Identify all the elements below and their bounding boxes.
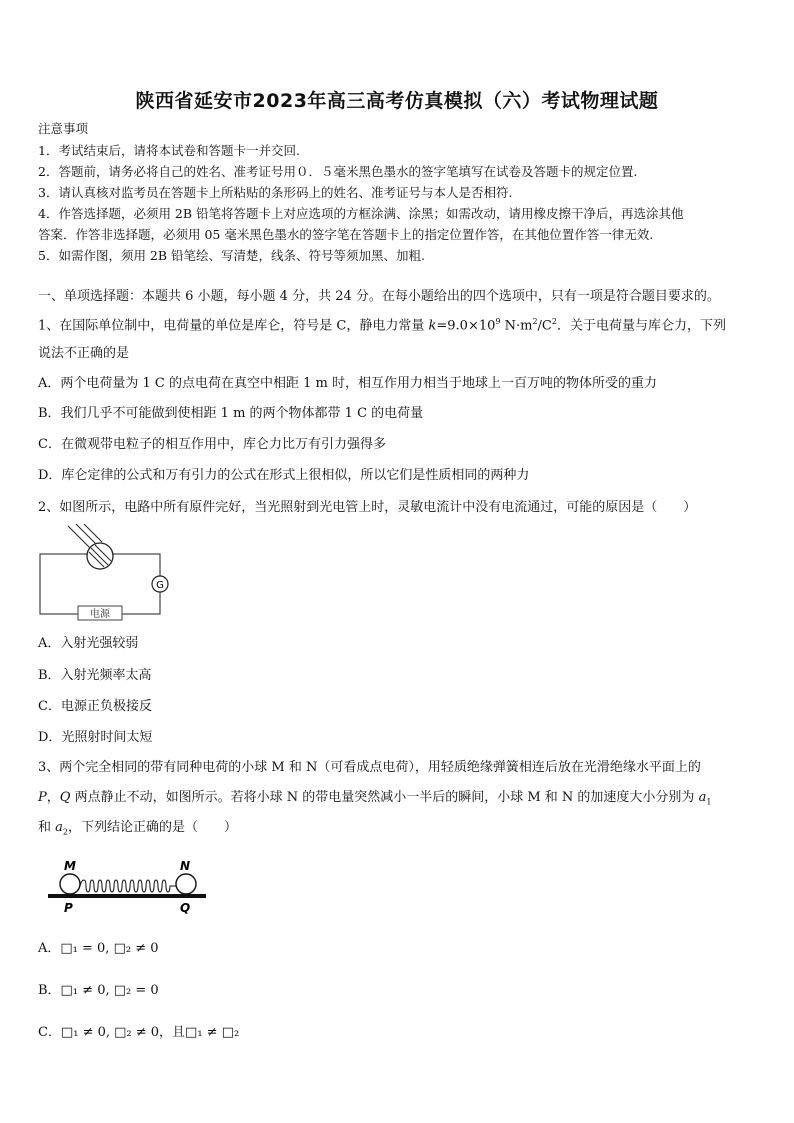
- q3-stem-line1: 3、两个完全相同的带有同种电荷的小球 M 和 N（可看成点电荷），用轻质绝缘弹簧相连后放在光滑绝缘水平面上的: [38, 760, 701, 775]
- q1-option-d: D．库仑定律的公式和万有引力的公式在形式上很相似，所以它们是性质相同的两种力: [38, 468, 530, 483]
- spring: [80, 880, 176, 892]
- ground-surface: [48, 894, 206, 898]
- notice-item: 2．答题前，请务必将自己的姓名、准考证号用０．５毫米黑色墨水的签字笔填写在试卷及答题卡的规定位置.: [38, 164, 638, 179]
- point-p-label: P: [64, 901, 73, 915]
- notice-item: 答案．作答非选择题，必须用 05 毫米黑色墨水的签字笔在答题卡上的指定位置作答，在其他位置作答一律无效.: [38, 227, 654, 242]
- section-heading: 一、单项选择题：本题共 6 小题，每小题 4 分，共 24 分。在每小题给出的四个选项中，只有一项是符合题目要求的。: [38, 289, 720, 304]
- q2-option-d: D．光照射时间太短: [38, 730, 153, 745]
- notice-item: 1．考试结束后，请将本试卷和答题卡一并交回.: [38, 143, 300, 158]
- q1-stem: 1、在国际单位制中，电荷量的单位是库仑，符号是 C，静电力常量 $k=9.0\times 10^9$ $N\cdot m^2/C^2$．关于电荷量与库仑力，下列: [38, 317, 726, 334]
- ball-m: [60, 874, 80, 894]
- q2-stem: 2、如图所示，电路中所有原件完好，当光照射到光电管上时，灵敏电流计中没有电流通过，可能的原因是（ ）: [38, 500, 697, 515]
- q3-stem-line3: 和 $a_2$，下列结论正确的是（ ）: [38, 820, 238, 837]
- ball-n-label: N: [180, 859, 191, 873]
- ball-m-label: M: [64, 859, 76, 873]
- q3-option-a: A．□₁ = 0, □₂ ≠ 0: [38, 941, 159, 956]
- q2-option-c: C．电源正负极接反: [38, 699, 152, 714]
- q3-stem-line2: P，Q 两点静止不动，如图所示。若将小球 N 的带电量突然减小一半后的瞬间，小球 M 和 N 的加速度大小分别为 $a_1$: [38, 790, 712, 807]
- galvanometer-label: G: [156, 580, 164, 591]
- page-title: 陕西省延安市2023年高三高考仿真模拟（六）考试物理试题: [135, 90, 659, 112]
- q1-option-a: A．两个电荷量为 1 C 的点电荷在真空中相距 1 m 时，相互作用力相当于地球上一百万吨的物体所受的重力: [38, 376, 657, 391]
- notice-item: 5．如需作图，须用 2B 铅笔绘、写清楚，线条、符号等须加黑、加粗.: [38, 248, 426, 263]
- notice-item: 3．请认真核对监考员在答题卡上所粘贴的条形码上的姓名、准考证号与本人是否相符.: [38, 185, 513, 200]
- q2-option-a: A．入射光强较弱: [38, 636, 139, 651]
- power-source: [78, 606, 122, 620]
- photoelectric-circuit-figure: [38, 524, 178, 624]
- q1-option-b: B．我们几乎不可能做到使相距 1 m 的两个物体都带 1 C 的电荷量: [38, 406, 424, 421]
- q3-option-c: C．□₁ ≠ 0, □₂ ≠ 0，且□₁ ≠ □₂: [38, 1025, 240, 1040]
- photoelectric-tube: [87, 543, 113, 569]
- notice-item: 4．作答选择题，必须用 2B 铅笔将答题卡上对应选项的方框涂满、涂黑；如需改动，请用橡皮擦干净后，再选涂其他: [38, 206, 684, 221]
- q1-stem-line2: 说法不正确的是: [38, 346, 130, 361]
- galvanometer: [152, 576, 168, 592]
- q2-option-b: B．入射光频率太高: [38, 668, 152, 683]
- notice-heading: 注意事项: [38, 121, 89, 136]
- point-q-label: Q: [180, 901, 191, 915]
- q3-option-b: B．□₁ ≠ 0, □₂ = 0: [38, 983, 159, 998]
- ball-n: [176, 874, 196, 894]
- power-source-label: 电源: [90, 609, 110, 620]
- q1-option-c: C．在微观带电粒子的相互作用中，库仑力比万有引力强得多: [38, 437, 386, 452]
- spring-balls-figure: [40, 856, 215, 916]
